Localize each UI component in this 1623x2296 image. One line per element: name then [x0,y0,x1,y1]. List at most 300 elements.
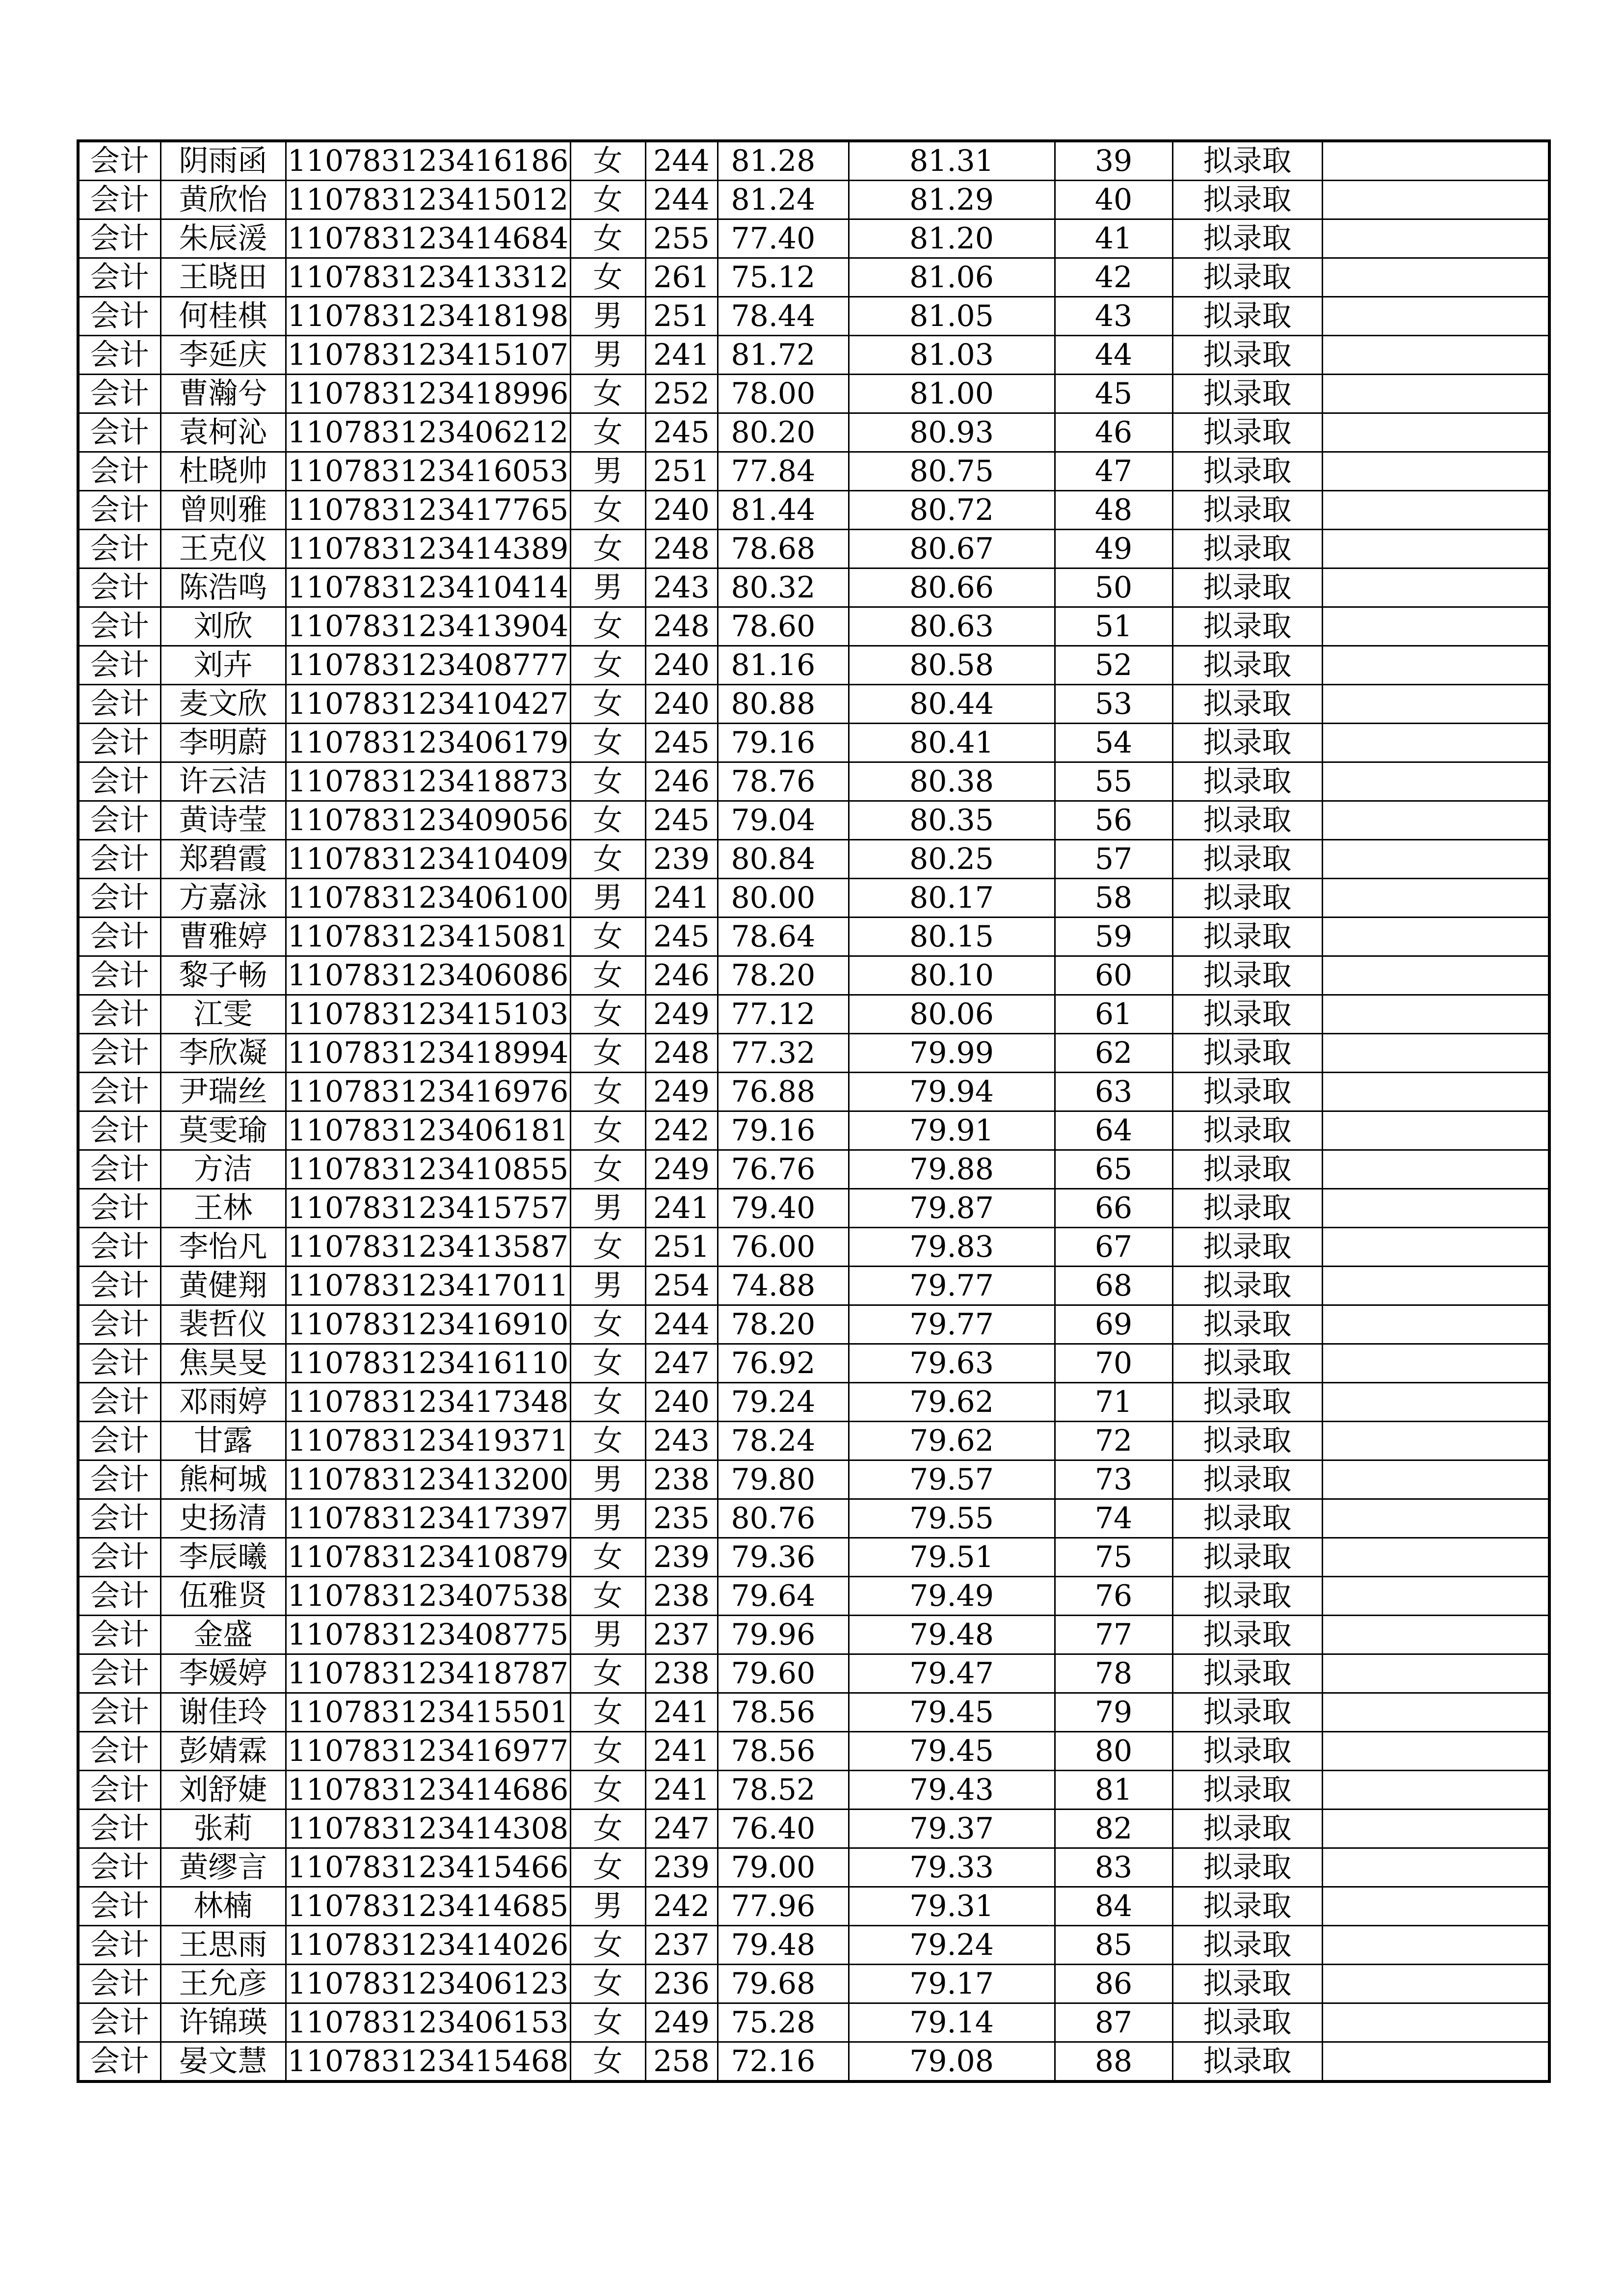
cell-result: 拟录取 [1172,1305,1322,1344]
cell-note [1322,1965,1549,2003]
table-row [78,530,1549,568]
cell-interview-score: 80.20 [718,413,849,452]
cell-interview-score: 77.32 [718,1034,849,1073]
cell-rank: 73 [1055,1460,1172,1499]
cell-result: 拟录取 [1172,1422,1322,1460]
cell-name: 李辰曦 [160,1538,286,1577]
cell-result: 拟录取 [1172,840,1322,879]
cell-total-score: 79.55 [849,1499,1055,1538]
cell-rank: 65 [1055,1150,1172,1189]
cell-written-score: 242 [645,1887,718,1926]
cell-gender: 女 [570,1383,645,1422]
cell-major: 会计 [78,956,160,995]
cell-major: 会计 [78,995,160,1034]
cell-written-score: 237 [645,1926,718,1965]
cell-result: 拟录取 [1172,1965,1322,2003]
cell-rank: 44 [1055,336,1172,375]
table-row [78,918,1549,956]
cell-note [1322,918,1549,956]
cell-result: 拟录取 [1172,1771,1322,1810]
cell-interview-score: 79.68 [718,1965,849,2003]
cell-major: 会计 [78,1848,160,1887]
cell-major: 会计 [78,801,160,840]
cell-written-score: 245 [645,724,718,762]
cell-gender: 女 [570,1654,645,1693]
cell-major: 会计 [78,1654,160,1693]
table-row [78,1383,1549,1422]
cell-total-score: 79.17 [849,1965,1055,2003]
cell-note [1322,219,1549,258]
cell-interview-score: 80.88 [718,685,849,724]
cell-gender: 女 [570,646,645,685]
cell-gender: 女 [570,530,645,568]
cell-rank: 86 [1055,1965,1172,2003]
cell-gender: 女 [570,1538,645,1577]
cell-name: 林楠 [160,1887,286,1926]
cell-written-score: 241 [645,336,718,375]
cell-note [1322,840,1549,879]
cell-rank: 39 [1055,141,1172,181]
cell-note [1322,1577,1549,1616]
cell-note [1322,1111,1549,1150]
cell-rank: 46 [1055,413,1172,452]
table-row [78,1499,1549,1538]
cell-written-score: 236 [645,1965,718,2003]
cell-written-score: 241 [645,1189,718,1228]
cell-name: 李怡凡 [160,1228,286,1267]
cell-candidate-id: 110783123418787 [286,1654,570,1693]
cell-major: 会计 [78,1189,160,1228]
cell-note [1322,1189,1549,1228]
table-row [78,258,1549,297]
cell-major: 会计 [78,491,160,530]
cell-result: 拟录取 [1172,1810,1322,1848]
cell-candidate-id: 110783123418994 [286,1034,570,1073]
cell-result: 拟录取 [1172,1111,1322,1150]
cell-major: 会计 [78,1422,160,1460]
cell-major: 会计 [78,141,160,181]
cell-major: 会计 [78,1150,160,1189]
cell-note [1322,1926,1549,1965]
cell-gender: 男 [570,336,645,375]
cell-written-score: 258 [645,2042,718,2082]
cell-result: 拟录取 [1172,1693,1322,1732]
cell-candidate-id: 110783123406123 [286,1965,570,2003]
cell-major: 会计 [78,1887,160,1926]
cell-name: 陈浩鸣 [160,568,286,607]
cell-interview-score: 78.64 [718,918,849,956]
cell-total-score: 80.17 [849,879,1055,918]
cell-written-score: 237 [645,1616,718,1654]
cell-major: 会计 [78,1344,160,1383]
cell-candidate-id: 110783123415081 [286,918,570,956]
cell-major: 会计 [78,375,160,413]
cell-written-score: 238 [645,1577,718,1616]
cell-gender: 女 [570,413,645,452]
cell-major: 会计 [78,1034,160,1073]
cell-gender: 女 [570,1150,645,1189]
table-row [78,219,1549,258]
table-row [78,181,1549,219]
cell-name: 裴哲仪 [160,1305,286,1344]
table-row [78,1228,1549,1267]
table-row [78,801,1549,840]
cell-result: 拟录取 [1172,724,1322,762]
cell-result: 拟录取 [1172,1267,1322,1305]
cell-written-score: 240 [645,646,718,685]
cell-total-score: 79.24 [849,1926,1055,1965]
cell-major: 会计 [78,1693,160,1732]
cell-name: 阴雨函 [160,141,286,181]
cell-gender: 女 [570,375,645,413]
cell-candidate-id: 110783123418996 [286,375,570,413]
cell-total-score: 79.37 [849,1810,1055,1848]
cell-gender: 女 [570,181,645,219]
cell-interview-score: 79.16 [718,724,849,762]
table-row [78,297,1549,336]
table-row [78,1848,1549,1887]
cell-name: 彭婧霖 [160,1732,286,1771]
table-row [78,1693,1549,1732]
cell-name: 黄诗莹 [160,801,286,840]
cell-result: 拟录取 [1172,1926,1322,1965]
cell-candidate-id: 110783123408777 [286,646,570,685]
cell-major: 会计 [78,452,160,491]
cell-total-score: 81.05 [849,297,1055,336]
cell-candidate-id: 110783123415103 [286,995,570,1034]
cell-candidate-id: 110783123414685 [286,1887,570,1926]
table-row [78,1926,1549,1965]
cell-name: 朱辰湲 [160,219,286,258]
cell-name: 黄欣怡 [160,181,286,219]
cell-note [1322,1344,1549,1383]
cell-written-score: 244 [645,181,718,219]
cell-candidate-id: 110783123410855 [286,1150,570,1189]
cell-result: 拟录取 [1172,1616,1322,1654]
cell-note [1322,530,1549,568]
cell-rank: 48 [1055,491,1172,530]
cell-interview-score: 76.76 [718,1150,849,1189]
table-row [78,724,1549,762]
cell-note [1322,879,1549,918]
cell-result: 拟录取 [1172,568,1322,607]
cell-total-score: 79.99 [849,1034,1055,1073]
cell-rank: 79 [1055,1693,1172,1732]
cell-name: 莫雯瑜 [160,1111,286,1150]
cell-written-score: 235 [645,1499,718,1538]
cell-name: 焦昊旻 [160,1344,286,1383]
cell-note [1322,1228,1549,1267]
cell-candidate-id: 110783123408775 [286,1616,570,1654]
cell-result: 拟录取 [1172,2003,1322,2042]
cell-rank: 71 [1055,1383,1172,1422]
cell-interview-score: 81.44 [718,491,849,530]
cell-written-score: 251 [645,452,718,491]
cell-candidate-id: 110783123410879 [286,1538,570,1577]
cell-major: 会计 [78,568,160,607]
cell-note [1322,1150,1549,1189]
cell-interview-score: 79.60 [718,1654,849,1693]
cell-total-score: 80.75 [849,452,1055,491]
cell-result: 拟录取 [1172,879,1322,918]
cell-major: 会计 [78,685,160,724]
cell-note [1322,956,1549,995]
cell-note [1322,1034,1549,1073]
cell-written-score: 246 [645,956,718,995]
cell-gender: 女 [570,1073,645,1111]
cell-name: 郑碧霞 [160,840,286,879]
cell-candidate-id: 110783123416910 [286,1305,570,1344]
cell-gender: 女 [570,1111,645,1150]
table-row [78,2003,1549,2042]
cell-interview-score: 79.04 [718,801,849,840]
cell-name: 史扬清 [160,1499,286,1538]
cell-written-score: 245 [645,413,718,452]
cell-name: 刘欣 [160,607,286,646]
cell-written-score: 245 [645,801,718,840]
cell-major: 会计 [78,181,160,219]
cell-gender: 女 [570,918,645,956]
table-row [78,995,1549,1034]
cell-result: 拟录取 [1172,1034,1322,1073]
cell-major: 会计 [78,1771,160,1810]
cell-note [1322,685,1549,724]
cell-interview-score: 78.44 [718,297,849,336]
cell-gender: 女 [570,1228,645,1267]
cell-name: 方嘉泳 [160,879,286,918]
cell-major: 会计 [78,1073,160,1111]
cell-name: 麦文欣 [160,685,286,724]
cell-major: 会计 [78,1538,160,1577]
cell-rank: 52 [1055,646,1172,685]
cell-written-score: 243 [645,568,718,607]
cell-note [1322,724,1549,762]
cell-written-score: 255 [645,219,718,258]
cell-major: 会计 [78,762,160,801]
cell-interview-score: 78.20 [718,956,849,995]
cell-gender: 女 [570,607,645,646]
cell-rank: 84 [1055,1887,1172,1926]
cell-note [1322,1460,1549,1499]
cell-result: 拟录取 [1172,413,1322,452]
cell-candidate-id: 110783123416977 [286,1732,570,1771]
cell-note [1322,1499,1549,1538]
cell-gender: 女 [570,1965,645,2003]
cell-candidate-id: 110783123409056 [286,801,570,840]
cell-gender: 女 [570,995,645,1034]
cell-gender: 男 [570,568,645,607]
cell-interview-score: 78.00 [718,375,849,413]
cell-name: 王思雨 [160,1926,286,1965]
cell-gender: 女 [570,1305,645,1344]
cell-note [1322,1732,1549,1771]
cell-gender: 女 [570,491,645,530]
cell-candidate-id: 110783123415012 [286,181,570,219]
table-row [78,1965,1549,2003]
cell-major: 会计 [78,2042,160,2082]
cell-name: 熊柯城 [160,1460,286,1499]
cell-total-score: 80.67 [849,530,1055,568]
cell-total-score: 79.91 [849,1111,1055,1150]
cell-name: 袁柯沁 [160,413,286,452]
cell-written-score: 241 [645,1771,718,1810]
cell-result: 拟录取 [1172,918,1322,956]
table-row [78,646,1549,685]
cell-interview-score: 81.72 [718,336,849,375]
cell-candidate-id: 110783123414684 [286,219,570,258]
cell-major: 会计 [78,1965,160,2003]
cell-result: 拟录取 [1172,685,1322,724]
cell-name: 许云洁 [160,762,286,801]
cell-name: 江雯 [160,995,286,1034]
cell-candidate-id: 110783123406212 [286,413,570,452]
cell-rank: 85 [1055,1926,1172,1965]
cell-note [1322,258,1549,297]
cell-note [1322,762,1549,801]
table-row [78,1771,1549,1810]
cell-note [1322,1693,1549,1732]
cell-total-score: 80.72 [849,491,1055,530]
cell-rank: 51 [1055,607,1172,646]
cell-note [1322,1073,1549,1111]
cell-interview-score: 77.12 [718,995,849,1034]
cell-note [1322,2042,1549,2082]
cell-candidate-id: 110783123406179 [286,724,570,762]
cell-interview-score: 79.36 [718,1538,849,1577]
cell-result: 拟录取 [1172,336,1322,375]
cell-total-score: 80.15 [849,918,1055,956]
cell-total-score: 79.88 [849,1150,1055,1189]
cell-rank: 47 [1055,452,1172,491]
cell-candidate-id: 110783123406153 [286,2003,570,2042]
cell-interview-score: 79.64 [718,1577,849,1616]
cell-gender: 女 [570,1344,645,1383]
cell-note [1322,801,1549,840]
cell-total-score: 80.25 [849,840,1055,879]
cell-gender: 女 [570,840,645,879]
cell-total-score: 79.31 [849,1887,1055,1926]
cell-total-score: 81.00 [849,375,1055,413]
cell-gender: 女 [570,1577,645,1616]
cell-total-score: 79.83 [849,1228,1055,1267]
cell-rank: 61 [1055,995,1172,1034]
cell-written-score: 243 [645,1422,718,1460]
cell-name: 何桂棋 [160,297,286,336]
cell-candidate-id: 110783123416186 [286,141,570,181]
cell-major: 会计 [78,879,160,918]
cell-note [1322,607,1549,646]
cell-candidate-id: 110783123410427 [286,685,570,724]
cell-written-score: 247 [645,1810,718,1848]
cell-gender: 男 [570,1499,645,1538]
table-row [78,375,1549,413]
cell-candidate-id: 110783123410409 [286,840,570,879]
cell-rank: 68 [1055,1267,1172,1305]
cell-note [1322,375,1549,413]
cell-candidate-id: 110783123413587 [286,1228,570,1267]
cell-rank: 57 [1055,840,1172,879]
cell-written-score: 248 [645,1034,718,1073]
cell-rank: 76 [1055,1577,1172,1616]
cell-result: 拟录取 [1172,762,1322,801]
cell-rank: 63 [1055,1073,1172,1111]
cell-total-score: 79.33 [849,1848,1055,1887]
table-row [78,1305,1549,1344]
cell-interview-score: 76.00 [718,1228,849,1267]
cell-candidate-id: 110783123415468 [286,2042,570,2082]
cell-note [1322,1267,1549,1305]
cell-major: 会计 [78,1383,160,1422]
cell-written-score: 244 [645,141,718,181]
cell-candidate-id: 110783123413312 [286,258,570,297]
table-row [78,1732,1549,1771]
cell-rank: 56 [1055,801,1172,840]
cell-candidate-id: 110783123416110 [286,1344,570,1383]
table-row [78,1111,1549,1150]
cell-rank: 64 [1055,1111,1172,1150]
cell-name: 李媛婷 [160,1654,286,1693]
cell-note [1322,1771,1549,1810]
cell-interview-score: 80.00 [718,879,849,918]
cell-interview-score: 78.20 [718,1305,849,1344]
cell-rank: 45 [1055,375,1172,413]
cell-candidate-id: 110783123413200 [286,1460,570,1499]
cell-rank: 42 [1055,258,1172,297]
cell-candidate-id: 110783123410414 [286,568,570,607]
cell-rank: 88 [1055,2042,1172,2082]
cell-result: 拟录取 [1172,1383,1322,1422]
cell-total-score: 79.49 [849,1577,1055,1616]
cell-name: 张莉 [160,1810,286,1848]
cell-gender: 男 [570,297,645,336]
cell-gender: 女 [570,762,645,801]
table-row [78,141,1549,181]
cell-result: 拟录取 [1172,1538,1322,1577]
cell-candidate-id: 110783123417348 [286,1383,570,1422]
cell-name: 甘露 [160,1422,286,1460]
cell-note [1322,1887,1549,1926]
cell-written-score: 238 [645,1460,718,1499]
cell-candidate-id: 110783123415107 [286,336,570,375]
cell-total-score: 79.87 [849,1189,1055,1228]
cell-gender: 男 [570,452,645,491]
cell-major: 会计 [78,1499,160,1538]
cell-major: 会计 [78,336,160,375]
cell-gender: 女 [570,2003,645,2042]
cell-written-score: 246 [645,762,718,801]
cell-written-score: 242 [645,1111,718,1150]
cell-rank: 75 [1055,1538,1172,1577]
cell-written-score: 248 [645,607,718,646]
table-row [78,568,1549,607]
cell-rank: 72 [1055,1422,1172,1460]
cell-name: 杜晓帅 [160,452,286,491]
cell-note [1322,452,1549,491]
cell-total-score: 79.77 [849,1267,1055,1305]
cell-total-score: 80.10 [849,956,1055,995]
cell-written-score: 239 [645,1848,718,1887]
cell-rank: 53 [1055,685,1172,724]
cell-name: 黄缪言 [160,1848,286,1887]
cell-candidate-id: 110783123418873 [286,762,570,801]
cell-gender: 女 [570,956,645,995]
table-row [78,956,1549,995]
cell-note [1322,646,1549,685]
cell-result: 拟录取 [1172,297,1322,336]
cell-gender: 女 [570,2042,645,2082]
cell-written-score: 249 [645,995,718,1034]
cell-result: 拟录取 [1172,141,1322,181]
